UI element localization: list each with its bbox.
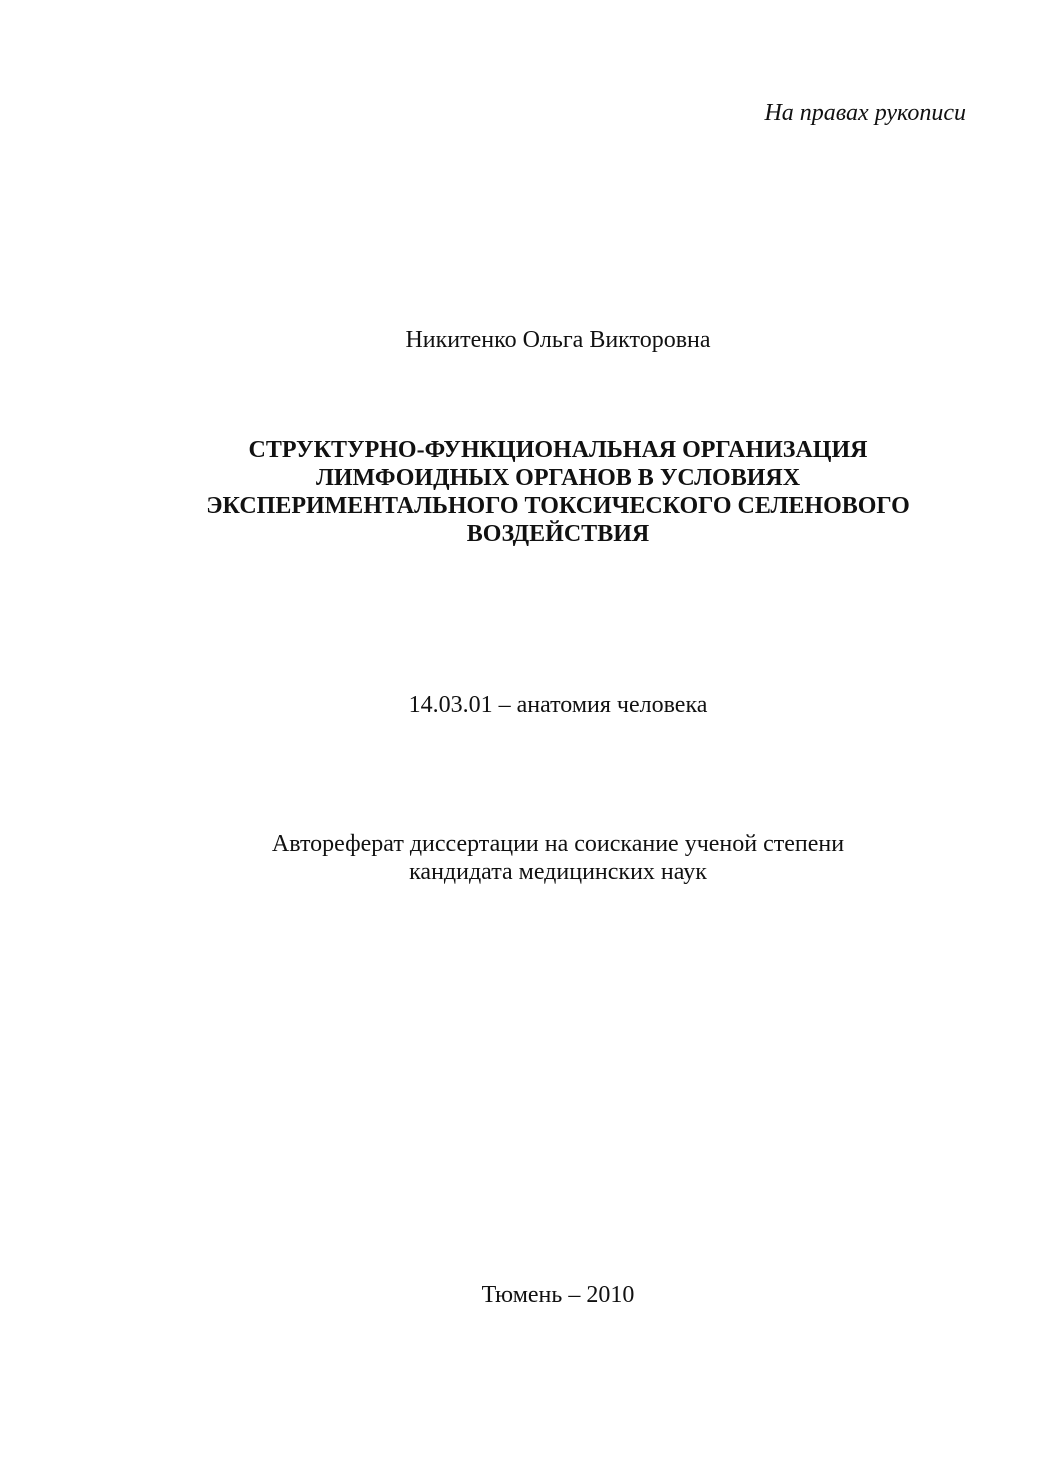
specialty-code: 14.03.01 – анатомия человека bbox=[408, 692, 708, 718]
degree-statement bbox=[0, 830, 1039, 886]
place-year: Тюмень – 2010 bbox=[481, 1282, 635, 1308]
title-line-3: ЭКСПЕРИМЕНТАЛЬНОГО ТОКСИЧЕСКОГО СЕЛЕНОВОГО bbox=[206, 493, 910, 519]
dissertation-title bbox=[0, 436, 1039, 548]
author-name: Никитенко Ольга Викторовна bbox=[405, 327, 711, 353]
title-line-4: ВОЗДЕЙСТВИЯ bbox=[466, 521, 650, 547]
manuscript-note: На правах рукописи bbox=[764, 100, 966, 126]
degree-line-1: Автореферат диссертации на соискание ученой степени bbox=[271, 831, 845, 857]
title-line-1: СТРУКТУРНО-ФУНКЦИОНАЛЬНАЯ ОРГАНИЗАЦИЯ bbox=[248, 437, 868, 463]
degree-line-2: кандидата медицинских наук bbox=[409, 859, 707, 885]
title-line-2: ЛИМФОИДНЫХ ОРГАНОВ В УСЛОВИЯХ bbox=[315, 465, 801, 491]
